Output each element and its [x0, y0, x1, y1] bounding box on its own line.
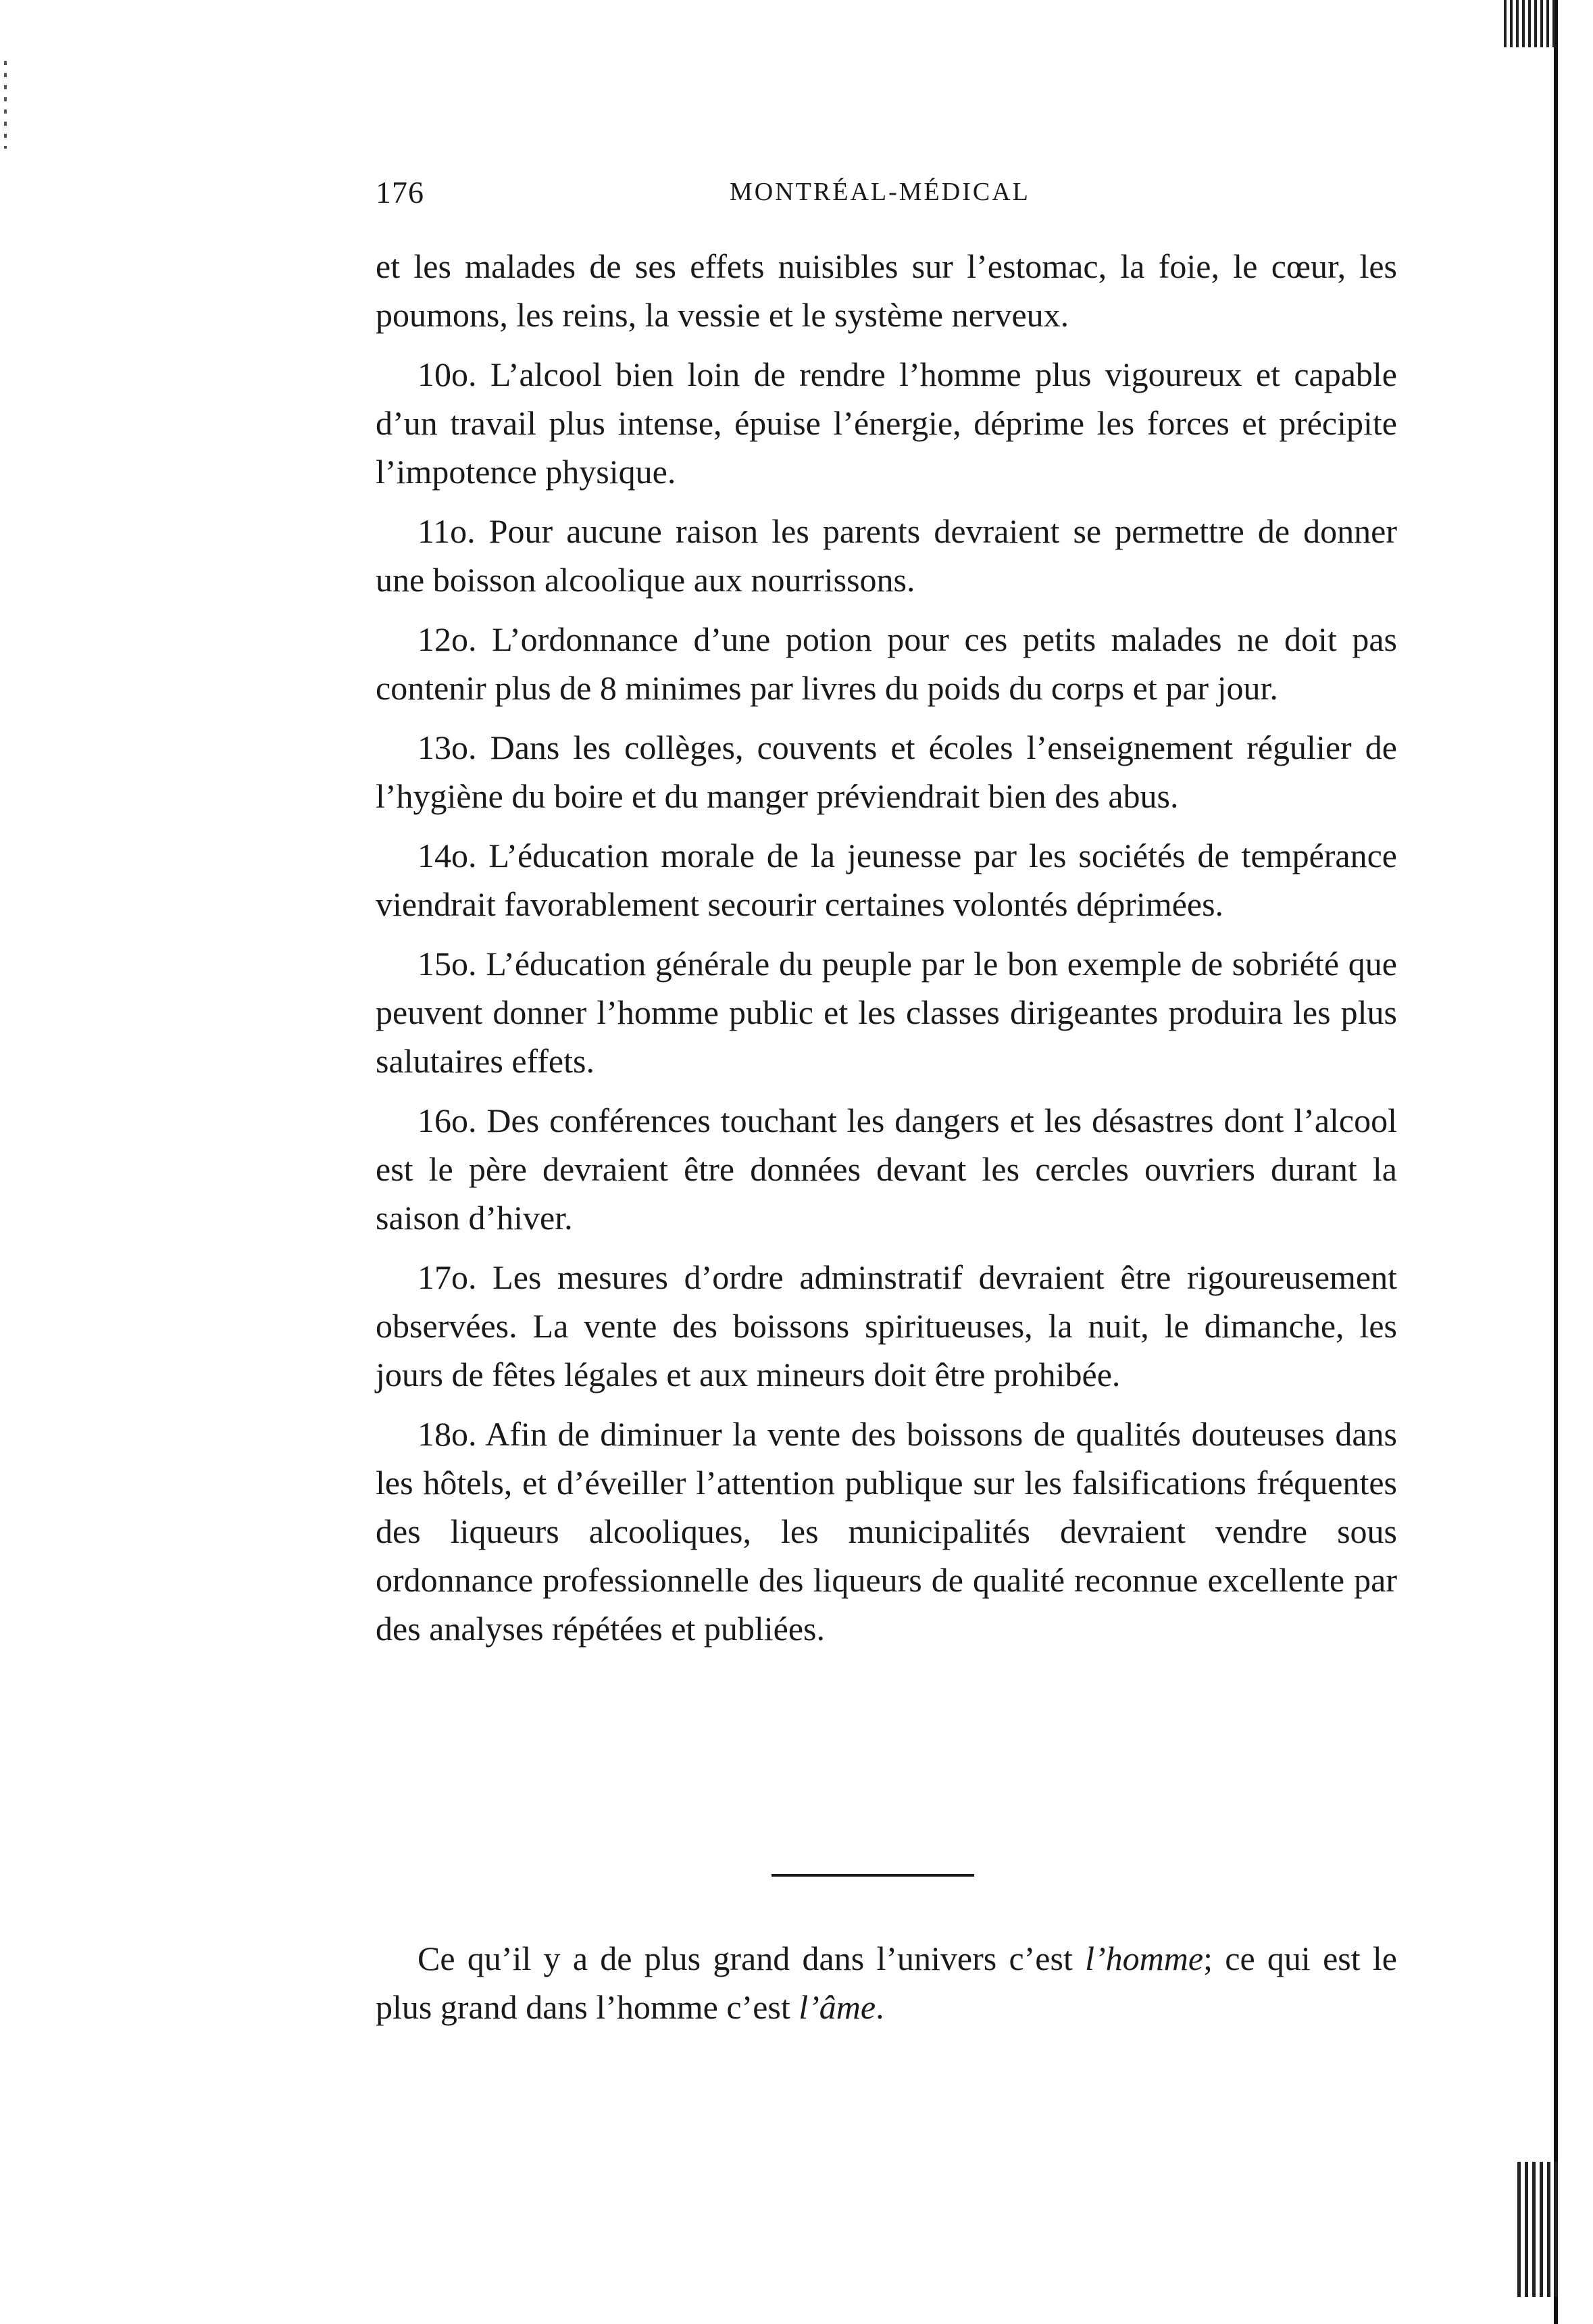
paragraph-item-16: 16o. Des conférences touchant les dangers et les désastres dont l’alcool est le père devraient être données devant les cercles ouvriers durant la saison d’hiver. — [376, 1102, 1397, 1237]
paragraph-item-12: 12o. L’ordonnance d’une potion pour ces petits malades ne doit pas contenir plus de 8 minimes par livres du poids du corps et par jour. — [376, 620, 1397, 707]
quote-part-2: ; ce qui est le plus grand dans l’homme c’est — [376, 1939, 1397, 2026]
scan-artifact-top-right — [1504, 0, 1558, 47]
paragraph-item-15: 15o. L’éducation générale du peuple par le bon exemple de sobriété que peuvent donner l’homme public et les classes dirigeantes produira les plus salutaires effets. — [376, 945, 1397, 1080]
paragraph-item-18: 18o. Afin de diminuer la vente des boissons de qualités douteuses dans les hôtels, et d’éveiller l’attention publique sur les falsifications fréquentes des liqueurs alcooliques, les municipalités devraient vendre sous ordonnance professionnelle des liqueurs de qualité reconnue excellente par des analyses répétées et publiées. — [376, 1415, 1397, 1648]
quote-part-3: . — [876, 1988, 884, 2026]
paragraph-continuation: et les malades de ses effets nuisibles sur l’estomac, la foie, le cœur, les poumons, les reins, la vessie et le système nerveux. — [376, 247, 1397, 334]
running-header: MONTRÉAL-MÉDICAL — [730, 178, 1030, 206]
scan-artifact-left — [4, 61, 7, 149]
quote-emphasis-ame: l’âme — [799, 1988, 876, 2026]
page-number: 176 — [376, 175, 424, 209]
scan-page-edge — [1554, 0, 1558, 2324]
body-text — [376, 242, 1397, 1664]
paragraph-item-14: 14o. L’éducation morale de la jeunesse par les sociétés de tempérance viendrait favorablement secourir certaines volontés déprimées. — [376, 837, 1397, 923]
paragraph-item-11: 11o. Pour aucune raison les parents devraient se permettre de donner une boisson alcoolique aux nourrissons. — [376, 512, 1397, 599]
section-divider — [772, 1874, 974, 1877]
paragraph-item-13: 13o. Dans les collèges, couvents et écoles l’enseignement régulier de l’hygiène du boire et du manger préviendrait bien des abus. — [376, 728, 1397, 815]
scan-artifact-bottom-right — [1517, 2162, 1558, 2297]
paragraph-item-10: 10o. L’alcool bien loin de rendre l’homme plus vigoureux et capable d’un travail plus intense, épuise l’énergie, déprime les forces et précipite l’impotence physique. — [376, 355, 1397, 491]
quote-part-1: Ce qu’il y a de plus grand dans l’univers c’est — [418, 1939, 1086, 1977]
closing-quote — [376, 1934, 1397, 2031]
paragraph-item-17: 17o. Les mesures d’ordre adminstratif devraient être rigoureusement observées. La vente des boissons spiritueuses, la nuit, le dimanche, les jours de fêtes légales et aux mineurs doit être prohibée. — [376, 1258, 1397, 1393]
quote-emphasis-homme: l’homme — [1085, 1939, 1204, 1977]
